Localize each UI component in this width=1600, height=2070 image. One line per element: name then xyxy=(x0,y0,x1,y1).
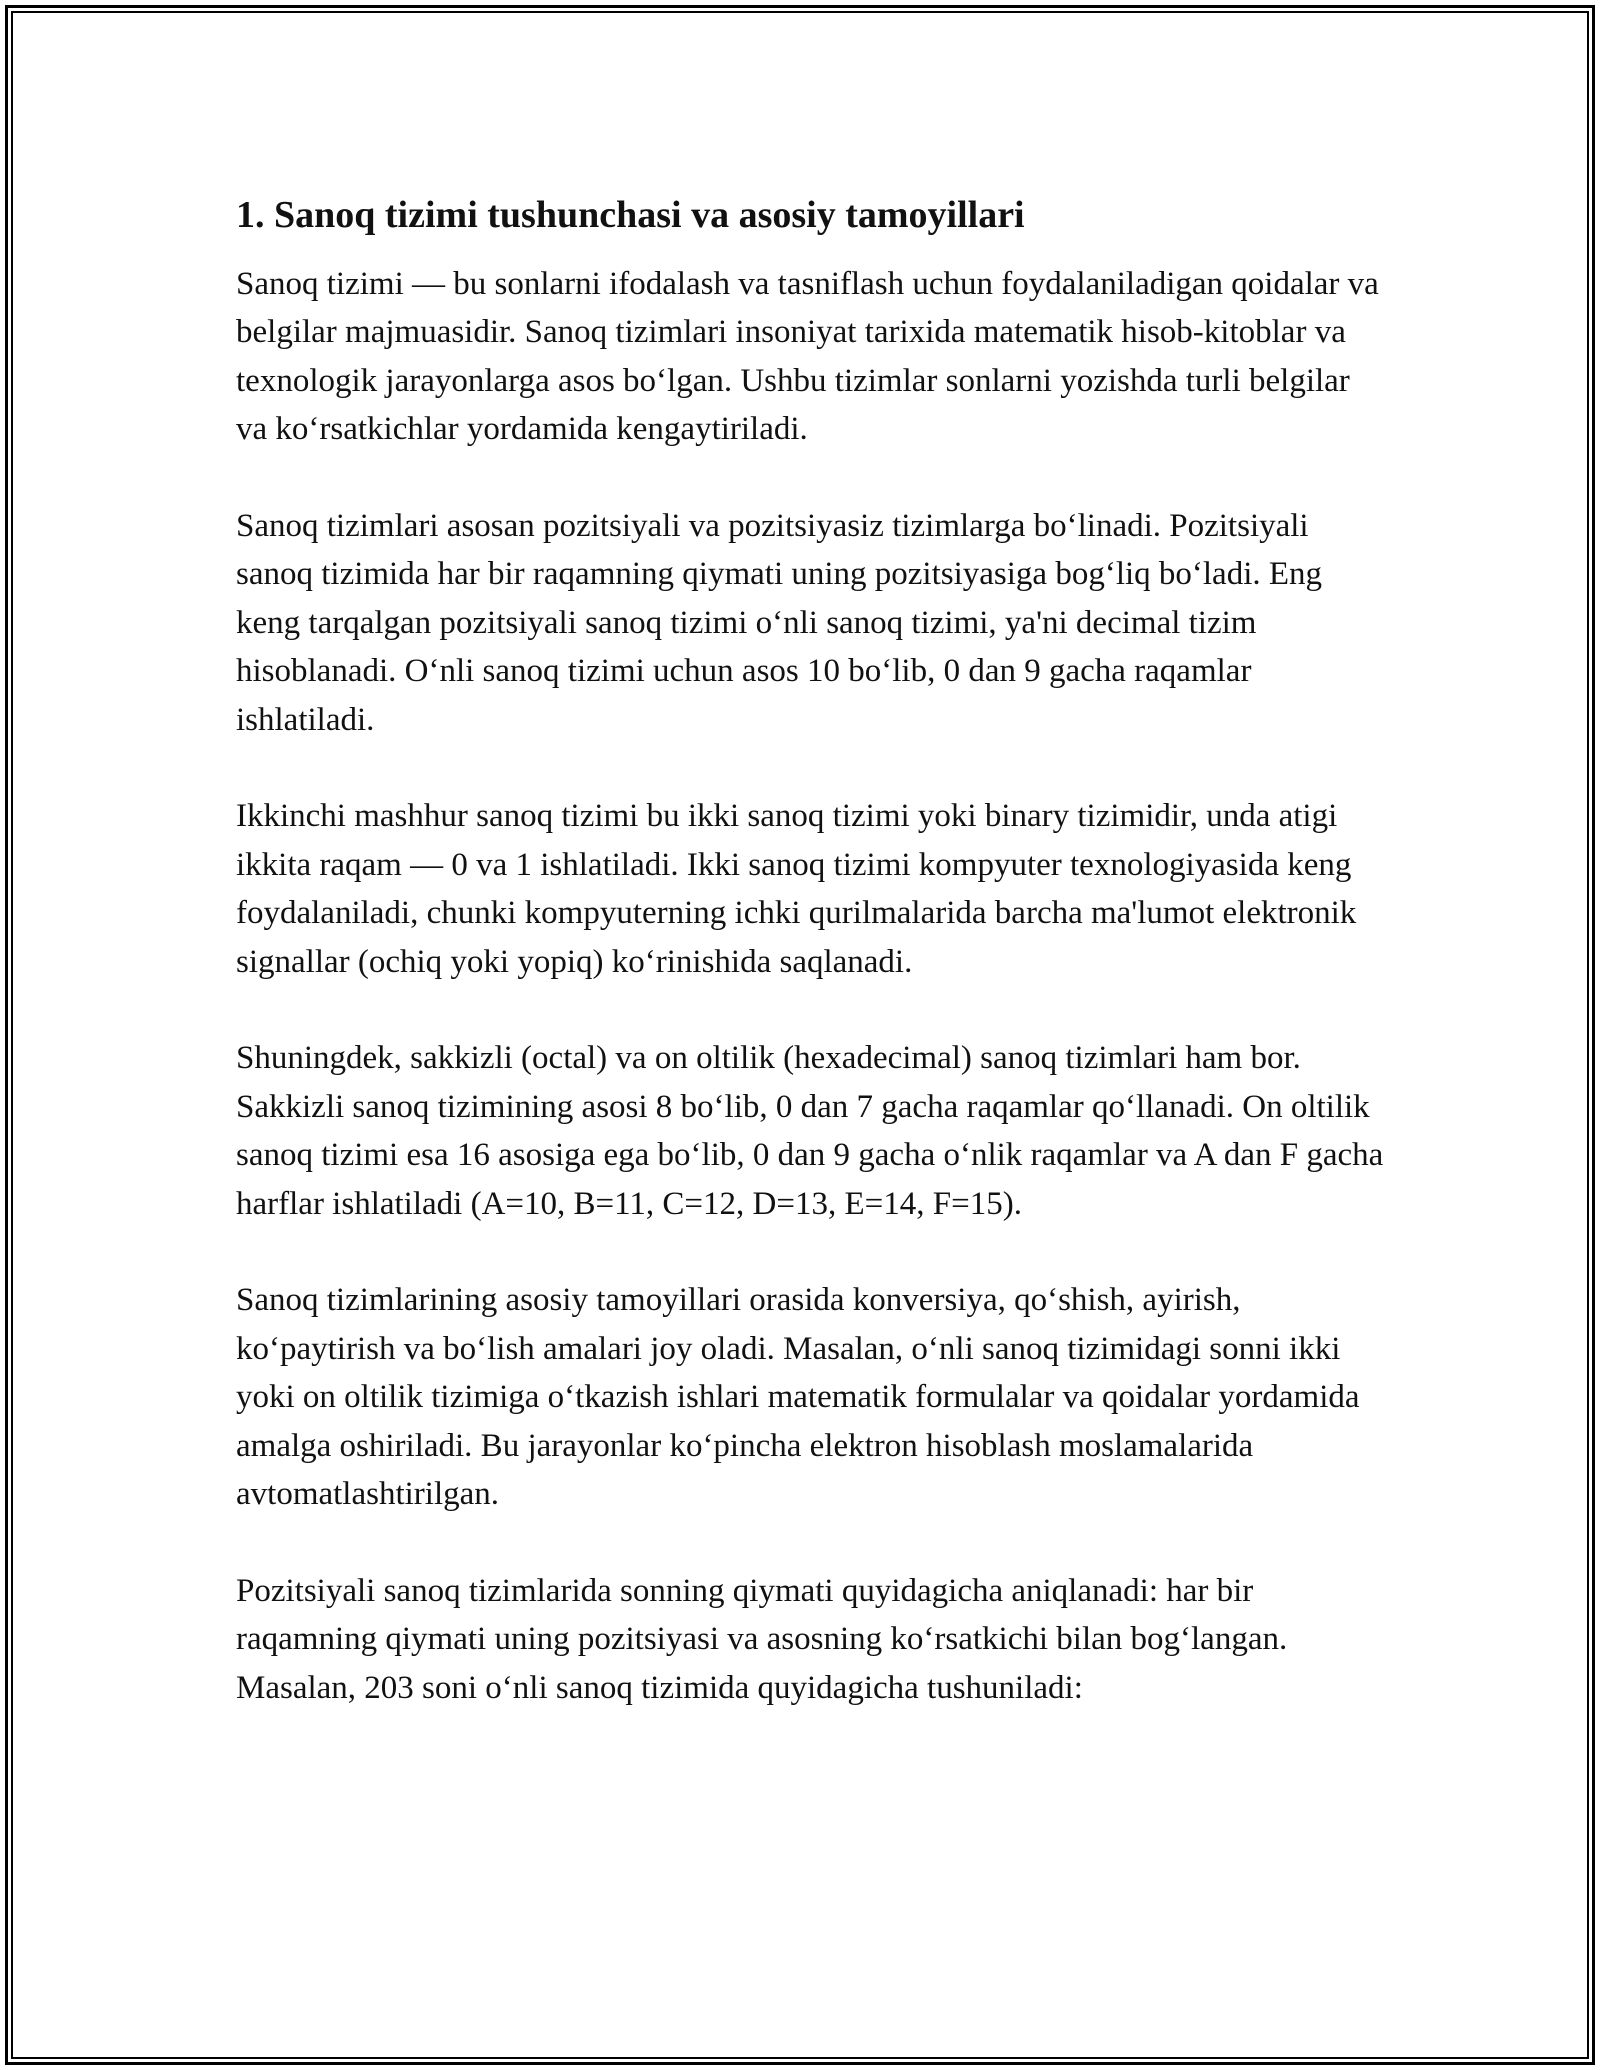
paragraph-operations: Sanoq tizimlarining asosiy tamoyillari orasida konversiya, qoʻshish, ayirish, koʻpaytirish va boʻlish amalari joy oladi. Masalan, oʻnli sanoq tizimidagi sonni ikki yoki on oltilik tizimiga oʻtkazish ishlari matematik formulalar va qoidalar yordamida amalga oshiriladi. Bu jarayonlar koʻpincha elektron hisoblash moslamalarida avtomatlashtirilgan. xyxy=(236,1282,1360,1513)
paragraph-positional-systems: Sanoq tizimlari asosan pozitsiyali va pozitsiyasiz tizimlarga boʻlinadi. Pozitsiyali sanoq tizimida har bir raqamning qiymati uning pozitsiyasiga bogʻliq boʻladi. Eng keng tarqalgan pozitsiyali sanoq tizimi oʻnli sanoq tizimi, ya'ni decimal tizim hisoblanadi. Oʻnli sanoq tizimi uchun asos 10 boʻlib, 0 dan 9 gacha raqamlar ishlatiladi. xyxy=(236,508,1323,738)
paragraph-octal-hex-systems: Shuningdek, sakkizli (octal) va on oltilik (hexadecimal) sanoq tizimlari ham bor. Sakkizli sanoq tizimining asosi 8 boʻlib, 0 dan 7 gacha raqamlar qoʻllanadi. On oltilik sanoq tizimi esa 16 asosiga ega boʻlib, 0 dan 9 gacha oʻnlik raqamlar va A dan F gacha harflar ishlatiladi (A=10, B=11, C=12, D=13, E=14, F=15). xyxy=(236,1040,1384,1222)
section-heading: 1. Sanoq tizimi tushunchasi va asosiy tamoyillari xyxy=(236,194,1025,236)
paragraph-binary-system: Ikkinchi mashhur sanoq tizimi bu ikki sanoq tizimi yoki binary tizimidir, unda atigi ikkita raqam — 0 va 1 ishlatiladi. Ikki sanoq tizimi kompyuter texnologiyasida keng foydalaniladi, chunki kompyuterning ichki qurilmalarida barcha ma'lumot elektronik signallar (ochiq yoki yopiq) koʻrinishida saqlanadi. xyxy=(236,798,1357,980)
paragraph-positional-value: Pozitsiyali sanoq tizimlarida sonning qiymati quyidagicha aniqlanadi: har bir raqamning qiymati uning pozitsiyasi va asosning koʻrsatkichi bilan bogʻlangan. Masalan, 203 soni oʻnli sanoq tizimida quyidagicha tushuniladi: xyxy=(236,1572,1288,1706)
document-body xyxy=(236,186,1386,1761)
paragraph-definition: Sanoq tizimi — bu sonlarni ifodalash va tasniflash uchun foydalaniladigan qoidalar va belgilar majmuasidir. Sanoq tizimlari insoniyat tarixida matematik hisob-kitoblar va texnologik jarayonlarga asos boʻlgan. Ushbu tizimlar sonlarni yozishda turli belgilar va koʻrsatkichlar yordamida kengaytiriladi. xyxy=(236,266,1379,448)
